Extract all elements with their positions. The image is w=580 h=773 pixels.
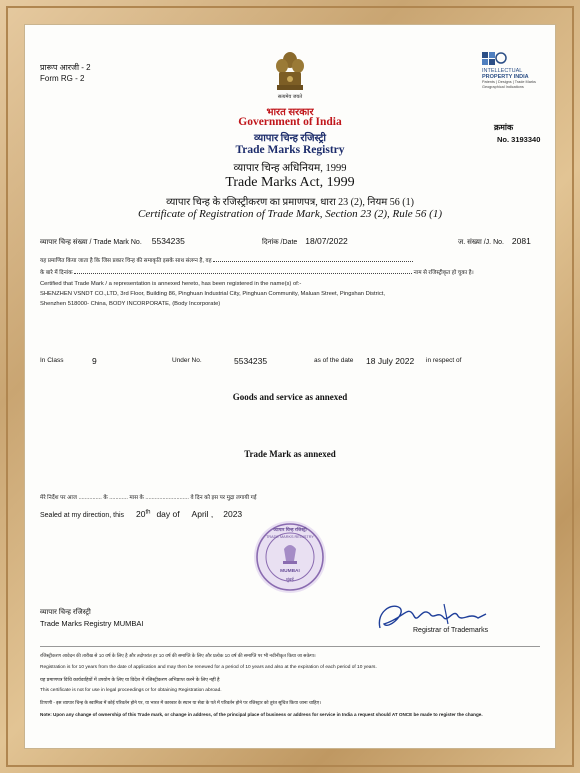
sealed-hindi: मेरे निर्देश पर आज ............... के ............ मास के ............................ वे दिन को इस पर मुद्रा लगायी गई [40, 495, 257, 501]
sealed-day-of: day of [156, 509, 180, 519]
respect-label: in respect of [426, 357, 462, 364]
sealed-month: April , [191, 509, 214, 519]
certificate-paper [24, 24, 556, 749]
class-value: 9 [92, 356, 97, 366]
date-label: दिनांक /Date [262, 239, 298, 246]
notes-divider [40, 646, 540, 647]
note-line2: Registration is for 10 years from the date of application and may then be renewed for a period of 10 years and also at the expiration of each period of 10 years. [40, 665, 377, 670]
official-seal [254, 521, 326, 593]
certify-hindi-line1: यह प्रमाणित किया जाता है कि जिस प्रकार चिन्ह की समाकृति इसके साथ संलग्न है, वह [40, 256, 413, 264]
ip-logo-line2: PROPERTY INDIA [482, 74, 529, 80]
ip-india-icon [482, 52, 508, 66]
sealed-day: 20 [136, 509, 146, 519]
serial-label: क्रमांक [494, 123, 514, 132]
cert-english: Certificate of Registration of Trade Mark, Section 23 (2), Rule 56 (1) [138, 208, 442, 220]
note-line5: टिप्पणी - इस व्यापार चिन्ह के स्वामित्व में कोई परिवर्तन होने पर, या भारत में कारबार के स्थान या सेवा के पते में परिवर्तन होने पर रजिस्ट्रार को तुरंत सूचित किया जाना चाहिए। [40, 700, 321, 705]
gov-english: Government of India [238, 116, 342, 128]
sealed-day-suffix: th [145, 509, 151, 516]
owner-line2: Shenzhen 518000- China, BODY INCORPORATE, (Body Incorporate) [40, 301, 221, 307]
trademark-annexed: Trade Mark as annexed [244, 449, 336, 459]
certify-hindi-line2: के बारे में दिनांक नाम से रजिस्ट्रीकृत हो चुका है। [40, 270, 474, 276]
ip-logo-line3: Patents | Designs | Trade Marks [482, 80, 536, 84]
under-value: 5534235 [234, 356, 268, 366]
asof-label: as of the date [314, 357, 354, 364]
cert-hindi: व्यापार चिन्ह के रजिस्ट्रीकरण का प्रमाणपत्र, धारा 23 (2), नियम 56 (1) [166, 197, 414, 208]
journal-value: 2081 [511, 236, 531, 246]
owner-line1: SHENZHEN VSNDT CO.,LTD, 3rd Floor, Building 86, Pinghuan Industrial City, Pinghuan Community, Maluan Street, Pingshan District, [40, 291, 385, 297]
note-line1: रजिस्ट्रीकरण आवेदन की तारीख से 10 वर्ष के लिए है और तदोपरांत हर 10 वर्ष की समाप्ति के लिए और प्रत्येक 10 वर्ष की समाप्ति पर भी नवीनीकृत किया जा सकेगा। [40, 653, 316, 658]
signature-title: Registrar of Trademarks [413, 627, 489, 634]
sealed-year: 2023 [223, 509, 243, 519]
act-hindi: व्यापार चिन्ह अधिनियम, 1999 [233, 163, 347, 174]
ip-logo-line4: Geographical Indications [482, 85, 524, 89]
tm-label: व्यापार चिन्ह संख्या / Trade Mark No. [40, 239, 142, 246]
serial-number: No. 3193340 [497, 135, 541, 144]
seal-city: MUMBAI [280, 569, 300, 574]
journal-row [458, 236, 531, 247]
date-value: 18/07/2022 [305, 236, 348, 246]
seal-city-hindi: मुंबई [286, 577, 294, 582]
registry-hindi: व्यापार चिन्ह रजिस्ट्री [253, 133, 327, 144]
tm-number-row [40, 236, 185, 247]
seal-hindi-top: व्यापार चिन्ह रजिस्ट्री [273, 527, 307, 532]
form-english: Form RG - 2 [40, 74, 85, 83]
form-hindi: प्रारूप आरजी - 2 [40, 63, 91, 72]
sealed-row [40, 509, 242, 519]
footer-registry-english: Trade Marks Registry MUMBAI [40, 619, 144, 628]
note-line4: This certificate is not for use in legal proceedings or for obtaining Registration abroad. [40, 688, 222, 693]
seal-top: TRADE MARKS REGISTRY [266, 535, 314, 539]
sealed-label: Sealed at my direction, this [40, 512, 125, 519]
note-line6: Note: Upon any change of ownership of this Trade mark, or change in address, of the principal place of business or address for service in India a request should AT ONCE be made to register the change. [40, 712, 483, 717]
under-label: Under No. [172, 357, 202, 364]
ip-india-logo [482, 52, 542, 102]
emblem-motto: सत्यमेव जयते [277, 94, 303, 100]
goods-annexed: Goods and service as annexed [232, 392, 348, 402]
asof-value: 18 July 2022 [366, 356, 415, 366]
certify-english-intro: Certified that Trade Mark / a representation is annexed hereto, has been registered in the name(s) of:- [40, 281, 302, 287]
registry-english: Trade Marks Registry [235, 144, 345, 156]
ip-logo-line1: INTELLECTUAL [482, 68, 523, 74]
note-line3: यह प्रमाणपत्र विधि कार्यवाहियों में उपयोग के लिए या विदेश में रजिस्ट्रीकरण अभिप्राप्त करने के लिए नहीं है [40, 678, 220, 683]
class-label: In Class [40, 357, 64, 364]
act-english: Trade Marks Act, 1999 [225, 175, 355, 190]
tm-value: 5534235 [151, 236, 185, 246]
date-row [262, 236, 348, 247]
footer-registry-hindi: व्यापार चिन्ह रजिस्ट्री [40, 609, 91, 616]
gov-hindi: भारत सरकार [266, 107, 314, 118]
journal-label: ज. संख्या /J. No. [458, 239, 504, 246]
